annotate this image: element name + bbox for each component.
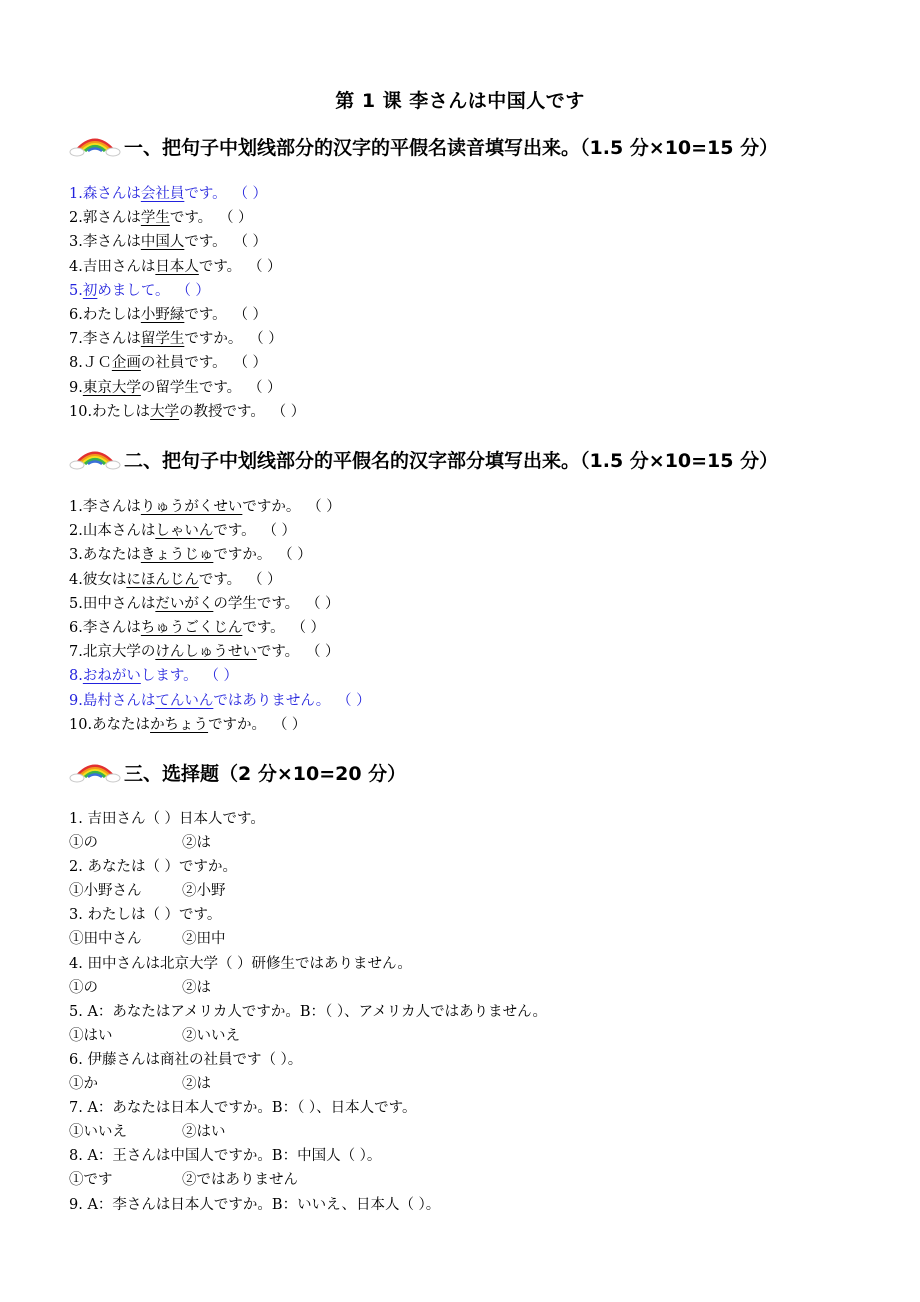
option-line: ①の ②は bbox=[69, 979, 211, 996]
option-line: ①小野さん ②小野 bbox=[69, 883, 226, 900]
list-item: 7.李さんは留学生ですか。 （ ） bbox=[69, 331, 283, 348]
option-line: ①はい ②いいえ bbox=[69, 1027, 240, 1044]
section-heading-1-text: 一、把句子中划线部分的汉字的平假名读音填写出来。（1.5 分×10=15 分） bbox=[124, 136, 779, 159]
list-item: 5.初めまして。 （ ） bbox=[69, 282, 210, 299]
section-1-list bbox=[69, 182, 305, 424]
list-item: 6.わたしは小野緑です。 （ ） bbox=[69, 306, 268, 323]
option-line: ①か ②は bbox=[69, 1076, 211, 1093]
question-line: 5. A：あなたはアメリカ人ですか。B：（ ）、アメリカ人ではありません。 bbox=[69, 1003, 548, 1020]
list-item: 8.ＪＣ企画の社員です。 （ ） bbox=[69, 355, 268, 372]
list-item: 9.東京大学の留学生です。 （ ） bbox=[69, 379, 282, 396]
list-item: 3.あなたはきょうじゅですか。 （ ） bbox=[69, 547, 312, 564]
option-line: ①田中さん ②田中 bbox=[69, 931, 226, 948]
section-heading-3-text: 三、选择题（2 分×10=20 分） bbox=[124, 762, 407, 785]
section-3-list bbox=[69, 807, 547, 1217]
list-item: 2.郭さんは学生です。 （ ） bbox=[69, 210, 253, 227]
section-heading-3 bbox=[68, 757, 406, 787]
question-line: 2. あなたは（ ）ですか。 bbox=[69, 859, 238, 876]
rainbow-icon bbox=[68, 133, 122, 159]
option-line: ①です ②ではありません bbox=[69, 1172, 298, 1189]
question-line: 9. A：李さんは日本人ですか。B：いいえ、日本人（ ）。 bbox=[69, 1196, 441, 1213]
question-line: 7. A：あなたは日本人ですか。B：（ ）、日本人です。 bbox=[69, 1100, 417, 1117]
rainbow-icon bbox=[68, 446, 122, 472]
question-line: 4. 田中さんは北京大学（ ）研修生ではありません。 bbox=[69, 955, 412, 972]
section-heading-2 bbox=[68, 444, 778, 474]
list-item: 8.おねがいします。 （ ） bbox=[69, 668, 239, 685]
list-item: 1.李さんはりゅうがくせいですか。 （ ） bbox=[69, 499, 341, 515]
list-item: 1.森さんは会社員です。 （ ） bbox=[69, 186, 268, 202]
list-item: 2.山本さんはしゃいんです。 （ ） bbox=[69, 523, 297, 540]
list-item: 3.李さんは中国人です。 （ ） bbox=[69, 234, 268, 251]
list-item: 9.島村さんはてんいんではありません。 （ ） bbox=[69, 692, 371, 709]
rainbow-icon bbox=[68, 759, 122, 785]
list-item: 5.田中さんはだいがくの学生です。 （ ） bbox=[69, 595, 340, 612]
list-item: 10.わたしは大学の教授です。 （ ） bbox=[69, 403, 306, 420]
list-item: 7.北京大学のけんしゅうせいです。 （ ） bbox=[69, 644, 340, 661]
list-item: 4.吉田さんは日本人です。 （ ） bbox=[69, 258, 282, 275]
section-heading-2-text: 二、把句子中划线部分的平假名的汉字部分填写出来。（1.5 分×10=15 分） bbox=[124, 449, 779, 472]
question-line: 6. 伊藤さんは商社の社員です（ ）。 bbox=[69, 1051, 303, 1068]
option-line: ①の ②は bbox=[69, 835, 211, 852]
question-line: 8. A：王さんは中国人ですか。B：中国人（ ）。 bbox=[69, 1148, 382, 1165]
page-title: 第 1 课 李さんは中国人です bbox=[335, 90, 585, 112]
question-line: 1. 吉田さん（ ）日本人です。 bbox=[69, 811, 265, 827]
option-line: ①いいえ ②はい bbox=[69, 1124, 226, 1141]
question-line: 3. わたしは（ ）です。 bbox=[69, 907, 222, 924]
list-item: 6.李さんはちゅうごくじんです。 （ ） bbox=[69, 619, 326, 636]
section-2-list bbox=[69, 495, 371, 737]
list-item: 10.あなたはかちょうですか。 （ ） bbox=[69, 716, 307, 733]
list-item: 4.彼女はにほんじんです。 （ ） bbox=[69, 571, 282, 588]
section-heading-1 bbox=[68, 131, 778, 161]
